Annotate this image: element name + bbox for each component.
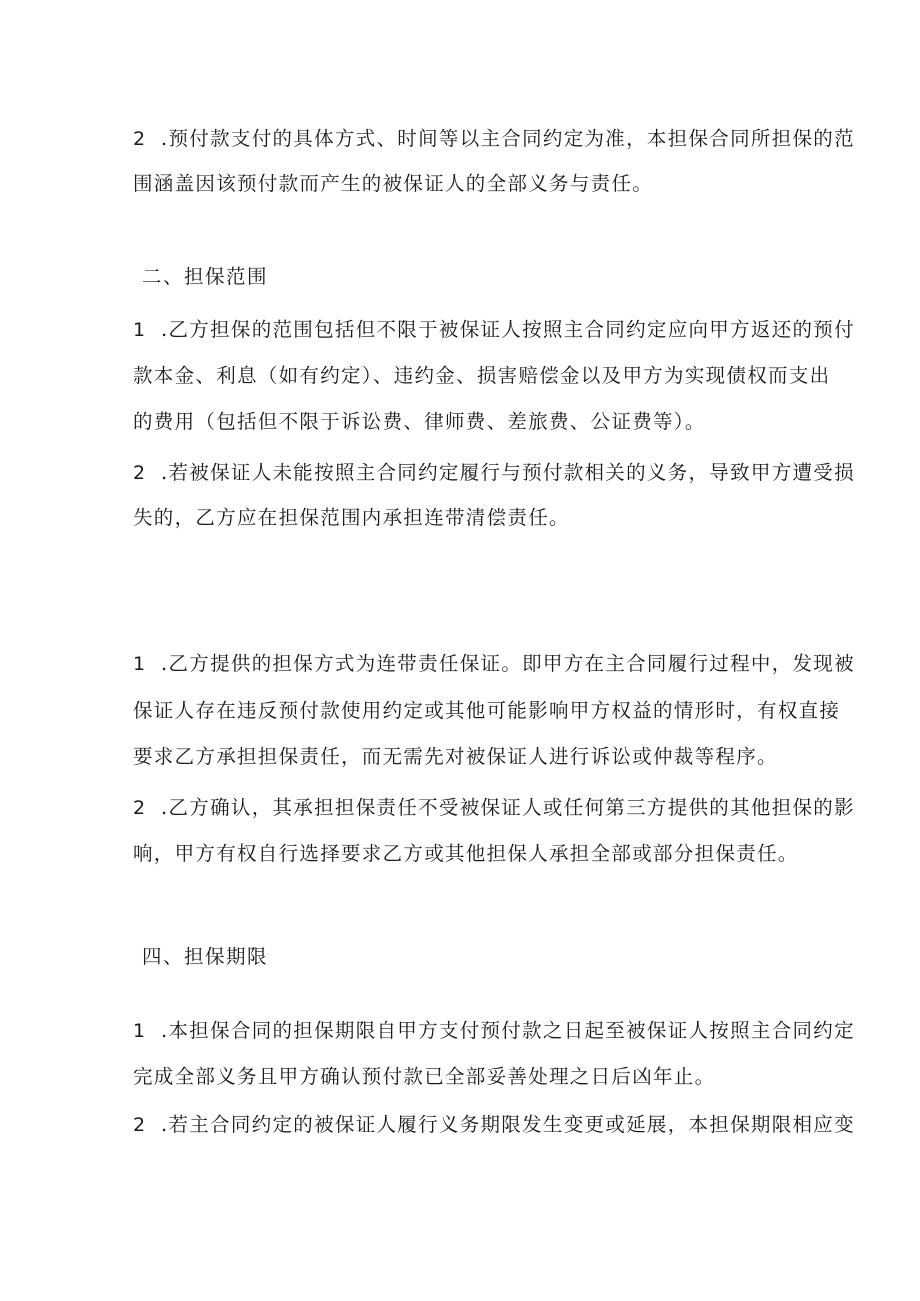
paragraph-text: .乙方提供的担保方式为连带责任保证。即甲方在主合同履行过程中，发现被 xyxy=(161,652,855,675)
item-number: 1 xyxy=(133,1020,147,1042)
paragraph-text: 完成全部义务且甲方确认预付款已全部妥善处理之日后凶年止。 xyxy=(133,1065,716,1088)
section-heading: 四、担保期限 xyxy=(142,945,269,968)
item-number: 2 xyxy=(133,462,147,484)
paragraph-line xyxy=(133,745,778,769)
paragraph-line xyxy=(133,127,855,151)
section-heading: 二、担保范围 xyxy=(142,265,269,288)
paragraph-line xyxy=(133,318,855,342)
item-number: 1 xyxy=(133,319,147,341)
paragraph-text: .乙方确认，其承担担保责任不受被保证人或任何第三方提供的其他担保的影 xyxy=(161,796,855,819)
paragraph-line xyxy=(133,461,855,485)
paragraph-line xyxy=(133,796,855,820)
paragraph-line xyxy=(133,364,830,388)
paragraph-text: .预付款支付的具体方式、时间等以主合同约定为准，本担保合同所担保的范 xyxy=(161,127,855,150)
paragraph-text: 款本金、利息（如有约定）、违约金、损害赔偿金以及甲方为实现债权而支出 xyxy=(133,364,831,387)
paragraph-line xyxy=(133,842,799,866)
paragraph-line xyxy=(133,1113,855,1137)
paragraph-line xyxy=(133,1019,855,1043)
paragraph-text: .乙方担保的范围包括但不限于被保证人按照主合同约定应向甲方返还的预付 xyxy=(161,318,855,341)
item-number: 2 xyxy=(133,1114,147,1136)
paragraph-text: 围涵盖因该预付款而产生的被保证人的全部义务与责任。 xyxy=(133,172,654,195)
paragraph-text: 响，甲方有权自行选择要求乙方或其他担保人承担全部或部分担保责任。 xyxy=(133,842,799,865)
paragraph-text: .若主合同约定的被保证人履行义务期限发生变更或延展，本担保期限相应变 xyxy=(161,1113,855,1136)
paragraph-line xyxy=(133,172,653,196)
paragraph-text: .本担保合同的担保期限自甲方支付预付款之日起至被保证人按照主合同约定 xyxy=(161,1019,855,1042)
paragraph-line xyxy=(133,410,706,434)
paragraph-text: 失的，乙方应在担保范围内承担连带清偿责任。 xyxy=(133,506,570,529)
item-number: 2 xyxy=(133,797,147,819)
paragraph-text: 的费用（包括但不限于诉讼费、律师费、差旅费、公证费等）。 xyxy=(133,410,706,433)
paragraph-line xyxy=(133,1065,715,1089)
paragraph-line xyxy=(133,506,570,530)
paragraph-text: 保证人存在违反预付款使用约定或其他可能影响甲方权益的情形时，有权直接 xyxy=(133,699,841,722)
paragraph-text: 要求乙方承担担保责任，而无需先对被保证人进行诉讼或仲裁等程序。 xyxy=(133,745,778,768)
item-number: 2 xyxy=(133,128,147,150)
paragraph-line xyxy=(133,699,840,723)
item-number: 1 xyxy=(133,653,147,675)
paragraph-line xyxy=(133,652,855,676)
paragraph-text: .若被保证人未能按照主合同约定履行与预付款相关的义务，导致甲方遭受损 xyxy=(161,461,855,484)
